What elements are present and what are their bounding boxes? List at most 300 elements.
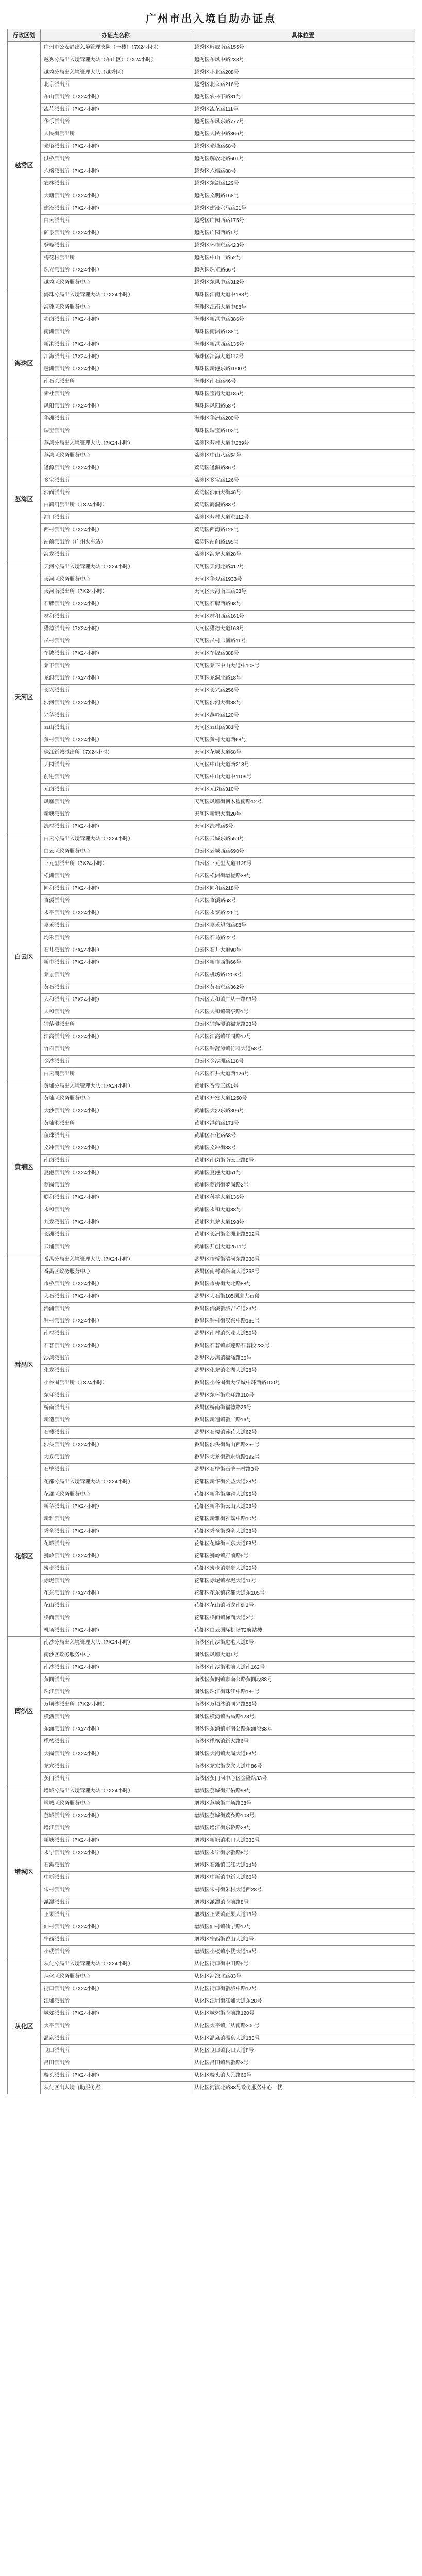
table-row <box>8 1241 415 1253</box>
site-name-cell: 大塘派出所（7X24小时） <box>41 190 191 202</box>
table-row <box>8 1699 415 1711</box>
site-name-cell: 站前派出所（广州火车站） <box>41 536 191 549</box>
location-cell: 天河区林和西路161号 <box>191 611 415 623</box>
table-row <box>8 623 415 635</box>
location-cell: 番禺区市桥街清河东路338号 <box>191 1253 415 1266</box>
table-row <box>8 1278 415 1291</box>
table-row <box>8 425 415 437</box>
location-cell: 白云区嘉禾望岗路88号 <box>191 920 415 932</box>
table-row <box>8 573 415 586</box>
table-row <box>8 264 415 277</box>
location-cell: 海珠区瑞宝路102号 <box>191 425 415 437</box>
location-cell: 越秀区文明路168号 <box>191 190 415 202</box>
location-cell: 白云区人和镇鹤亭路1号 <box>191 1006 415 1019</box>
table-row <box>8 1328 415 1340</box>
location-cell: 南沙区南沙街进港大道8号 <box>191 1637 415 1649</box>
district-cell: 白云区 <box>8 833 41 1080</box>
site-name-cell: 太和派出所（7X24小时） <box>41 994 191 1006</box>
site-name-cell: 增城分局出入境管理大队（7X24小时） <box>41 1785 191 1798</box>
location-cell: 番禺区市桥街大北路88号 <box>191 1278 415 1291</box>
table-row <box>8 672 415 685</box>
table-row <box>8 363 415 376</box>
district-cell: 花都区 <box>8 1476 41 1637</box>
location-cell: 荔湾区芳村大道中289号 <box>191 437 415 450</box>
site-name-cell: 员村派出所 <box>41 635 191 648</box>
location-cell: 黄埔区科学大道136号 <box>191 1192 415 1204</box>
site-name-cell: 新塘派出所 <box>41 808 191 821</box>
site-name-cell: 猎德派出所（7X24小时） <box>41 623 191 635</box>
table-row <box>8 598 415 611</box>
table-row <box>8 1229 415 1241</box>
table-row <box>8 2020 415 2032</box>
location-cell: 增城区派潭镇府前路8号 <box>191 1896 415 1909</box>
location-cell: 黄埔区港前路171号 <box>191 1117 415 1130</box>
location-cell: 增城区荔城街府佑路98号 <box>191 1785 415 1798</box>
site-name-cell: 黄村派出所（7X24小时） <box>41 734 191 747</box>
header-row <box>8 29 415 42</box>
location-cell: 白云区黄石东路362号 <box>191 981 415 994</box>
site-name-cell: 竹料派出所 <box>41 1043 191 1056</box>
site-name-cell: 大沙派出所（7X24小时） <box>41 1105 191 1117</box>
site-name-cell: 素社派出所 <box>41 388 191 400</box>
site-name-cell: 凤阳派出所（7X24小时） <box>41 400 191 413</box>
site-name-cell: 东环派出所 <box>41 1389 191 1402</box>
site-name-cell: 增城区政务服务中心 <box>41 1798 191 1810</box>
site-name-cell: 大龙派出所 <box>41 1451 191 1464</box>
location-cell: 荔湾区逢源路86号 <box>191 462 415 474</box>
location-cell: 越秀区解放北路601号 <box>191 153 415 165</box>
location-cell: 越秀区人民中路366号 <box>191 128 415 141</box>
location-cell: 增城区宁西街香山大道1号 <box>191 1934 415 1946</box>
site-name-cell: 矿泉派出所（7X24小时） <box>41 227 191 240</box>
location-cell: 海珠区宝岗大道185号 <box>191 388 415 400</box>
location-cell: 白云区永泰路226号 <box>191 907 415 920</box>
location-cell: 番禺区大石街105国道大石段 <box>191 1291 415 1303</box>
location-cell: 黄埔区南岗街南云三路8号 <box>191 1155 415 1167</box>
site-name-cell: 沙湾派出所 <box>41 1352 191 1365</box>
table-row <box>8 338 415 351</box>
table-row <box>8 1662 415 1674</box>
table-row <box>8 722 415 734</box>
site-name-cell: 均禾派出所 <box>41 932 191 944</box>
location-cell: 荔湾区鹤洞路33号 <box>191 499 415 512</box>
location-cell: 南沙区榄核镇新太路6号 <box>191 1736 415 1748</box>
location-cell: 海珠区新港东路1000号 <box>191 363 415 376</box>
table-row <box>8 981 415 994</box>
table-row <box>8 969 415 981</box>
site-name-cell: 石牌派出所（7X24小时） <box>41 598 191 611</box>
site-name-cell: 云埔派出所 <box>41 1241 191 1253</box>
site-name-cell: 新港派出所（7X24小时） <box>41 338 191 351</box>
site-name-cell: 三元里派出所（7X24小时） <box>41 858 191 870</box>
table-row <box>8 1216 415 1229</box>
district-cell: 增城区 <box>8 1785 41 1958</box>
table-row <box>8 91 415 104</box>
location-cell: 花都区炭步镇炭步大道20号 <box>191 1563 415 1575</box>
site-name-cell: 南村派出所 <box>41 1328 191 1340</box>
site-name-cell: 花都分局出入境管理大队（7X24小时） <box>41 1476 191 1488</box>
location-cell: 黄埔区夏港大道51号 <box>191 1167 415 1179</box>
site-name-cell: 新市派出所（7X24小时） <box>41 957 191 969</box>
site-name-cell: 车陂派出所（7X24小时） <box>41 648 191 660</box>
location-cell: 天河区棠下中山大道中108号 <box>191 660 415 672</box>
location-cell: 越秀区北京路216号 <box>191 79 415 91</box>
location-cell: 荔湾区站前路195号 <box>191 536 415 549</box>
table-row <box>8 202 415 215</box>
location-cell: 从化区河滨北路83号政务服务中心一楼 <box>191 2082 415 2094</box>
location-cell: 越秀区东风中路233号 <box>191 54 415 66</box>
site-name-cell: 五山派出所 <box>41 722 191 734</box>
table-row <box>8 1253 415 1266</box>
location-cell: 天河区车陂路388号 <box>191 648 415 660</box>
location-cell: 南沙区南沙街港前大道南162号 <box>191 1662 415 1674</box>
site-name-cell: 中新派出所 <box>41 1872 191 1884</box>
table-row <box>8 759 415 771</box>
table-row <box>8 1686 415 1699</box>
site-name-cell: 黄埔区政务服务中心 <box>41 1093 191 1105</box>
table-row <box>8 2032 415 2045</box>
table-row <box>8 2045 415 2057</box>
location-cell: 海珠区新港西路135号 <box>191 338 415 351</box>
site-name-cell: 新雅派出所 <box>41 1513 191 1526</box>
location-cell: 花都区狮岭镇府前路5号 <box>191 1550 415 1563</box>
site-name-cell: 南沙派出所（7X24小时） <box>41 1662 191 1674</box>
location-cell: 越秀区珠光路66号 <box>191 264 415 277</box>
site-name-cell: 炭步派出所 <box>41 1563 191 1575</box>
table-row <box>8 1043 415 1056</box>
site-name-cell: 花城派出所 <box>41 1538 191 1550</box>
table-row <box>8 413 415 425</box>
location-cell: 番禺区小谷围街大学城中环西路100号 <box>191 1377 415 1389</box>
site-name-cell: 永和派出所 <box>41 1204 191 1216</box>
location-cell: 黄埔区香雪三路1号 <box>191 1080 415 1093</box>
table-row <box>8 1315 415 1328</box>
location-cell: 越秀区东湖路129号 <box>191 178 415 190</box>
table-row <box>8 870 415 883</box>
table-row <box>8 54 415 66</box>
site-name-cell: 黄阁派出所 <box>41 1674 191 1686</box>
location-cell: 南沙区横沥镇冯马路128号 <box>191 1711 415 1723</box>
table-row <box>8 1402 415 1414</box>
table-row <box>8 1142 415 1155</box>
location-cell: 南沙区大岗镇大岗大道68号 <box>191 1748 415 1760</box>
site-name-cell: 琶洲派出所（7X24小时） <box>41 363 191 376</box>
site-name-cell: 横沥派出所 <box>41 1711 191 1723</box>
table-row <box>8 1093 415 1105</box>
site-name-cell: 前进派出所 <box>41 771 191 784</box>
location-cell: 天河区元岗路310号 <box>191 784 415 796</box>
table-row <box>8 1513 415 1526</box>
table-row <box>8 611 415 623</box>
location-cell: 天河区花城大道68号 <box>191 747 415 759</box>
district-cell: 海珠区 <box>8 289 41 437</box>
site-name-cell: 街口派出所（7X24小时） <box>41 1983 191 1995</box>
site-name-cell: 九龙派出所（7X24小时） <box>41 1216 191 1229</box>
table-row <box>8 1921 415 1934</box>
site-name-cell: 联和派出所（7X24小时） <box>41 1192 191 1204</box>
site-name-cell: 金沙派出所 <box>41 1056 191 1068</box>
location-cell: 番禺区石楼镇莲花大道62号 <box>191 1427 415 1439</box>
district-cell: 从化区 <box>8 1958 41 2094</box>
table-row <box>8 1798 415 1810</box>
location-cell: 从化区河滨北路83号 <box>191 1971 415 1983</box>
table-row <box>8 1476 415 1488</box>
location-cell: 增城区永宁街永新路8号 <box>191 1847 415 1859</box>
table-row <box>8 796 415 808</box>
table-row <box>8 165 415 178</box>
table-row <box>8 128 415 141</box>
site-name-cell: 宁西派出所 <box>41 1934 191 1946</box>
table-row <box>8 1105 415 1117</box>
header-location: 具体位置 <box>191 29 415 42</box>
site-name-cell: 天河区政务服务中心 <box>41 573 191 586</box>
table-row <box>8 240 415 252</box>
table-row <box>8 845 415 858</box>
location-cell: 天河区长兴路256号 <box>191 685 415 697</box>
location-cell: 越秀区建设六马路21号 <box>191 202 415 215</box>
site-name-cell: 南岗派出所 <box>41 1155 191 1167</box>
location-cell: 增城区荔城街广场路38号 <box>191 1798 415 1810</box>
table-row <box>8 450 415 462</box>
table-row <box>8 1859 415 1872</box>
site-name-cell: 嘉禾派出所 <box>41 920 191 932</box>
table-row <box>8 536 415 549</box>
location-cell: 白云区石井大道98号 <box>191 944 415 957</box>
site-name-cell: 花都区政务服务中心 <box>41 1488 191 1501</box>
site-name-cell: 东山派出所（7X24小时） <box>41 91 191 104</box>
site-name-cell: 沙河派出所（7X24小时） <box>41 697 191 709</box>
table-row <box>8 1872 415 1884</box>
site-name-cell: 赤岗派出所（7X24小时） <box>41 314 191 326</box>
district-cell: 黄埔区 <box>8 1080 41 1253</box>
site-name-cell: 冼村派出所（7X24小时） <box>41 821 191 833</box>
table-row <box>8 895 415 907</box>
site-name-cell: 赤坭派出所 <box>41 1575 191 1587</box>
table-row <box>8 1068 415 1080</box>
site-name-cell: 华乐派出所 <box>41 116 191 128</box>
table-row <box>8 747 415 759</box>
table-row <box>8 1674 415 1686</box>
table-row <box>8 79 415 91</box>
site-name-cell: 棠景派出所 <box>41 969 191 981</box>
location-cell: 增城区中新镇中新大道66号 <box>191 1872 415 1884</box>
table-row <box>8 1365 415 1377</box>
location-cell: 天河区冼村路5号 <box>191 821 415 833</box>
site-name-cell: 番禺分局出入境管理大队（7X24小时） <box>41 1253 191 1266</box>
site-name-cell: 元岗派出所 <box>41 784 191 796</box>
table-row <box>8 2070 415 2082</box>
location-cell: 天河区新塘大街20号 <box>191 808 415 821</box>
site-name-cell: 从化分局出入境管理大队（7X24小时） <box>41 1958 191 1971</box>
location-cell: 白云区三元里大道1128号 <box>191 858 415 870</box>
site-name-cell: 林和派出所 <box>41 611 191 623</box>
table-row <box>8 252 415 264</box>
location-cell: 越秀区中山一路52号 <box>191 252 415 264</box>
table-row <box>8 524 415 536</box>
district-cell: 荔湾区 <box>8 437 41 561</box>
location-cell: 南沙区黄阁镇市南公路黄阁段38号 <box>191 1674 415 1686</box>
site-name-cell: 登峰派出所 <box>41 240 191 252</box>
location-cell: 荔湾区海龙大道28号 <box>191 549 415 561</box>
site-name-cell: 小谷围派出所（7X24小时） <box>41 1377 191 1389</box>
location-cell: 番禺区钟村街汉兴中路166号 <box>191 1315 415 1328</box>
table-row <box>8 2008 415 2020</box>
location-cell: 南沙区蕉门河中心区金隆路33号 <box>191 1773 415 1785</box>
location-cell: 越秀区东风中路312号 <box>191 277 415 289</box>
site-name-cell: 机场派出所（7X24小时） <box>41 1624 191 1637</box>
location-cell: 番禺区石碁镇市莲路石碁段232号 <box>191 1340 415 1352</box>
location-cell: 白云区石井大道西126号 <box>191 1068 415 1080</box>
site-name-cell: 朱村派出所 <box>41 1884 191 1896</box>
table-row <box>8 697 415 709</box>
table-row <box>8 376 415 388</box>
location-cell: 海珠区南洲路138号 <box>191 326 415 338</box>
site-name-cell: 龙洞派出所（7X24小时） <box>41 672 191 685</box>
table-row <box>8 549 415 561</box>
table-row <box>8 499 415 512</box>
location-cell: 黄埔区永和大道33号 <box>191 1204 415 1216</box>
site-name-cell: 天河分局出入境管理大队（7X24小时） <box>41 561 191 573</box>
table-row <box>8 1538 415 1550</box>
table-row <box>8 351 415 363</box>
table-row <box>8 388 415 400</box>
site-name-cell: 冲口派出所 <box>41 512 191 524</box>
site-name-cell: 石楼派出所 <box>41 1427 191 1439</box>
site-name-cell: 石碁派出所（7X24小时） <box>41 1340 191 1352</box>
site-name-cell: 珠光派出所（7X24小时） <box>41 264 191 277</box>
site-name-cell: 龙穴派出所 <box>41 1760 191 1773</box>
location-cell: 增城区石滩镇三江大道18号 <box>191 1859 415 1872</box>
table-row <box>8 920 415 932</box>
site-name-cell: 桥南派出所 <box>41 1402 191 1414</box>
table-row <box>8 1464 415 1476</box>
table-row <box>8 289 415 301</box>
site-name-cell: 人和派出所 <box>41 1006 191 1019</box>
table-row <box>8 1155 415 1167</box>
site-name-cell: 黄石派出所 <box>41 981 191 994</box>
location-cell: 黄埔区开发大道1250号 <box>191 1093 415 1105</box>
table-row <box>8 1736 415 1748</box>
location-cell: 越秀区东风东路777号 <box>191 116 415 128</box>
site-name-cell: 大石派出所（7X24小时） <box>41 1291 191 1303</box>
table-row <box>8 141 415 153</box>
site-name-cell: 建设派出所（7X24小时） <box>41 202 191 215</box>
table-row <box>8 437 415 450</box>
table-row <box>8 1006 415 1019</box>
site-name-cell: 梅花村派出所 <box>41 252 191 264</box>
site-name-cell: 白云派出所 <box>41 215 191 227</box>
table-row <box>8 957 415 969</box>
site-name-cell: 化龙派出所 <box>41 1365 191 1377</box>
site-name-cell: 市桥派出所（7X24小时） <box>41 1278 191 1291</box>
site-name-cell: 沙面派出所 <box>41 487 191 499</box>
location-cell: 番禺区桥南街福德路25号 <box>191 1402 415 1414</box>
table-row <box>8 1340 415 1352</box>
table-row <box>8 314 415 326</box>
location-cell: 白云区新市西街66号 <box>191 957 415 969</box>
table-row <box>8 1080 415 1093</box>
site-name-cell: 长兴派出所 <box>41 685 191 697</box>
location-cell: 白云区钟落潭镇竹料大道58号 <box>191 1043 415 1056</box>
location-cell: 花都区秀全街秀全大道38号 <box>191 1526 415 1538</box>
location-cell: 越秀区光塔路68号 <box>191 141 415 153</box>
site-name-cell: 越秀区政务服务中心 <box>41 277 191 289</box>
header-district: 行政区划 <box>8 29 41 42</box>
location-cell: 白云区江高镇江同路12号 <box>191 1031 415 1043</box>
site-name-cell: 增江派出所 <box>41 1822 191 1835</box>
header-site-name: 办证点名称 <box>41 29 191 42</box>
site-name-cell: 荔城派出所（7X24小时） <box>41 1810 191 1822</box>
location-cell: 黄埔区九龙大道198号 <box>191 1216 415 1229</box>
site-name-cell: 沙头派出所（7X24小时） <box>41 1439 191 1451</box>
location-cell: 白云区同和路218号 <box>191 883 415 895</box>
location-cell: 海珠区凤阳路58号 <box>191 400 415 413</box>
site-name-cell: 流花派出所（7X24小时） <box>41 104 191 116</box>
site-name-cell: 新塘派出所（7X24小时） <box>41 1835 191 1847</box>
table-row <box>8 1649 415 1662</box>
site-name-cell: 同和派出所（7X24小时） <box>41 883 191 895</box>
location-cell: 增城区仙村镇仙宁路12号 <box>191 1921 415 1934</box>
location-cell: 番禺区石壁街石壁一村路3号 <box>191 1464 415 1476</box>
site-name-cell: 南石头派出所 <box>41 376 191 388</box>
site-name-cell: 黄埔港派出所 <box>41 1117 191 1130</box>
table-row <box>8 1773 415 1785</box>
site-name-cell: 正果派出所 <box>41 1909 191 1921</box>
site-name-cell: 农林派出所 <box>41 178 191 190</box>
table-row <box>8 462 415 474</box>
location-cell: 白云区松洲街增槎路38号 <box>191 870 415 883</box>
site-name-cell: 从化区出入境自助服务点 <box>41 2082 191 2094</box>
location-cell: 越秀区小北路208号 <box>191 66 415 79</box>
location-cell: 增城区荔城街荔乡路108号 <box>191 1810 415 1822</box>
site-name-cell: 天河南派出所（7X24小时） <box>41 586 191 598</box>
location-cell: 番禺区南村镇兴业大道56号 <box>191 1328 415 1340</box>
site-name-cell: 太平派出所 <box>41 2020 191 2032</box>
site-name-cell: 西村派出所（7X24小时） <box>41 524 191 536</box>
location-cell: 番禺区沙湾镇福涌路36号 <box>191 1352 415 1365</box>
location-cell: 天河区中山大道中1109号 <box>191 771 415 784</box>
location-cell: 从化区城郊街府前路120号 <box>191 2008 415 2020</box>
table-row <box>8 1192 415 1204</box>
location-cell: 番禺区新造镇新广路16号 <box>191 1414 415 1427</box>
site-name-cell: 石井派出所（7X24小时） <box>41 944 191 957</box>
location-cell: 黄埔区长洲街金洲北路502号 <box>191 1229 415 1241</box>
table-row <box>8 586 415 598</box>
table-row <box>8 1550 415 1563</box>
site-name-cell: 光塔派出所（7X24小时） <box>41 141 191 153</box>
site-name-cell: 秀全派出所（7X24小时） <box>41 1526 191 1538</box>
site-name-cell: 小楼派出所 <box>41 1946 191 1958</box>
location-cell: 花都区花城街三东大道68号 <box>191 1538 415 1550</box>
location-cell: 增城区正果镇正果大道18号 <box>191 1909 415 1921</box>
site-name-cell: 城郊派出所（7X24小时） <box>41 2008 191 2020</box>
table-row <box>8 66 415 79</box>
district-cell: 天河区 <box>8 561 41 833</box>
site-name-cell: 人民街派出所 <box>41 128 191 141</box>
location-cell: 白云区机场路1203号 <box>191 969 415 981</box>
table-row <box>8 648 415 660</box>
table-row <box>8 932 415 944</box>
location-cell: 天河区员村二横路11号 <box>191 635 415 648</box>
location-cell: 番禺区沙头街禺山西路356号 <box>191 1439 415 1451</box>
site-name-cell: 白鹤洞派出所（7X24小时） <box>41 499 191 512</box>
location-cell: 黄埔区文冲街83号 <box>191 1142 415 1155</box>
site-name-cell: 花东派出所（7X24小时） <box>41 1587 191 1600</box>
site-name-cell: 海珠区政务服务中心 <box>41 301 191 314</box>
location-cell: 花都区新华街公益大道28号 <box>191 1476 415 1488</box>
location-cell: 从化区良口镇良口大道8号 <box>191 2045 415 2057</box>
location-cell: 天河区石牌西路98号 <box>191 598 415 611</box>
